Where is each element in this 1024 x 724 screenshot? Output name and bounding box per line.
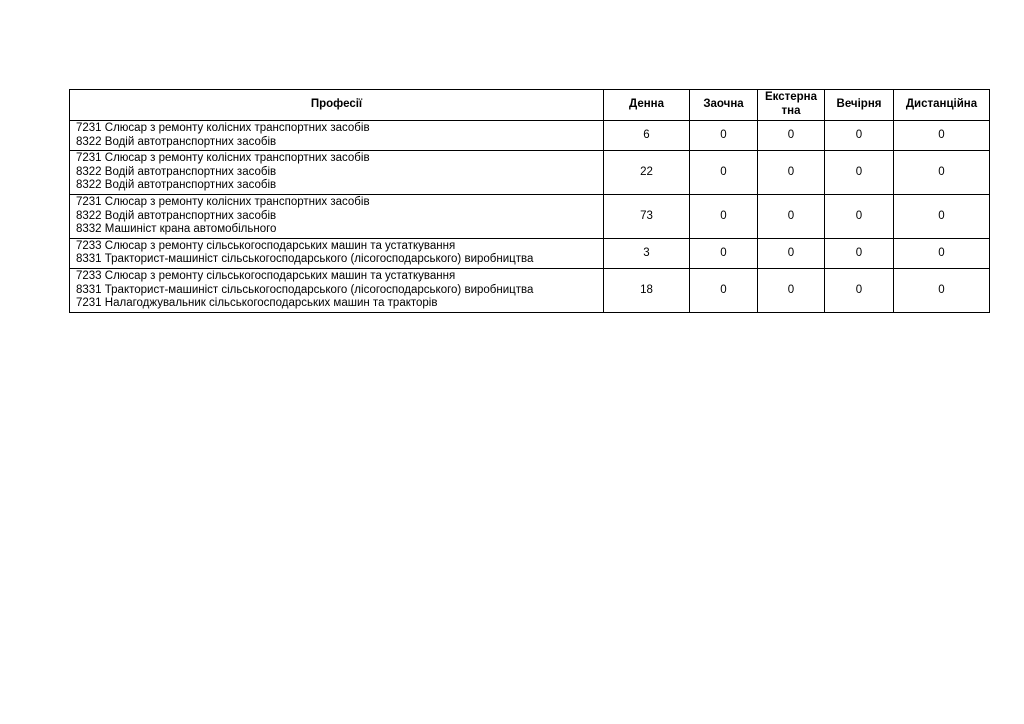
eksterna-cell: 0 [758,151,825,195]
header-professions: Професії [70,90,604,121]
dystantsiina-cell: 0 [894,151,990,195]
profession-line: 8331 Тракторист-машиніст сільськогосподарського (лісогосподарського) виробництва [76,253,534,266]
dystantsiina-cell: 0 [894,238,990,268]
table-header-row [70,90,990,121]
profession-line: 7233 Слюсар з ремонту сільськогосподарських машин та устаткування [76,239,456,252]
eksterna-cell: 0 [758,238,825,268]
dystantsiina-cell: 0 [894,194,990,238]
vechirnia-cell: 0 [825,238,894,268]
table-row [70,238,990,268]
eksterna-cell: 0 [758,194,825,238]
header-denna: Денна [604,90,690,121]
profession-line: 7233 Слюсар з ремонту сільськогосподарських машин та устаткування [76,269,456,282]
denna-cell: 3 [604,238,690,268]
professions-cell [70,121,604,151]
eksterna-cell: 0 [758,121,825,151]
header-zaochna: Заочна [690,90,758,121]
vechirnia-cell: 0 [825,268,894,312]
denna-cell: 22 [604,151,690,195]
zaochna-cell: 0 [690,121,758,151]
profession-line: 8331 Тракторист-машиніст сільськогосподарського (лісогосподарського) виробництва [76,283,534,296]
profession-line: 8322 Водій автотранспортних засобів [76,209,277,222]
table-row [70,268,990,312]
profession-line: 8322 Водій автотранспортних засобів [76,179,277,192]
professions-table-container [69,89,989,313]
dystantsiina-cell: 0 [894,268,990,312]
profession-line: 7231 Налагоджувальник сільськогосподарських машин та тракторів [76,297,438,310]
professions-cell [70,194,604,238]
vechirnia-cell: 0 [825,194,894,238]
professions-cell [70,151,604,195]
profession-line: 8322 Водій автотранспортних засобів [76,165,277,178]
header-eksterna [758,90,825,121]
denna-cell: 18 [604,268,690,312]
table-row [70,121,990,151]
dystantsiina-cell: 0 [894,121,990,151]
professions-cell [70,268,604,312]
zaochna-cell: 0 [690,194,758,238]
vechirnia-cell: 0 [825,151,894,195]
profession-line: 7231 Слюсар з ремонту колісних транспортних засобів [76,195,370,208]
profession-line: 7231 Слюсар з ремонту колісних транспортних засобів [76,152,370,165]
eksterna-cell: 0 [758,268,825,312]
profession-line: 8322 Водій автотранспортних засобів [76,135,277,148]
profession-line: 8332 Машиніст крана автомобільного [76,223,277,236]
table-row [70,194,990,238]
vechirnia-cell: 0 [825,121,894,151]
denna-cell: 6 [604,121,690,151]
zaochna-cell: 0 [690,151,758,195]
profession-line: 7231 Слюсар з ремонту колісних транспортних засобів [76,122,370,134]
zaochna-cell: 0 [690,238,758,268]
header-vechirnia: Вечірня [825,90,894,121]
table-row [70,151,990,195]
header-eksterna-line-2: тна [781,105,801,117]
denna-cell: 73 [604,194,690,238]
header-eksterna-line-1: Екстерна [764,91,818,104]
professions-table [69,89,990,313]
header-dystantsiina: Дистанційна [894,90,990,121]
professions-cell [70,238,604,268]
zaochna-cell: 0 [690,268,758,312]
